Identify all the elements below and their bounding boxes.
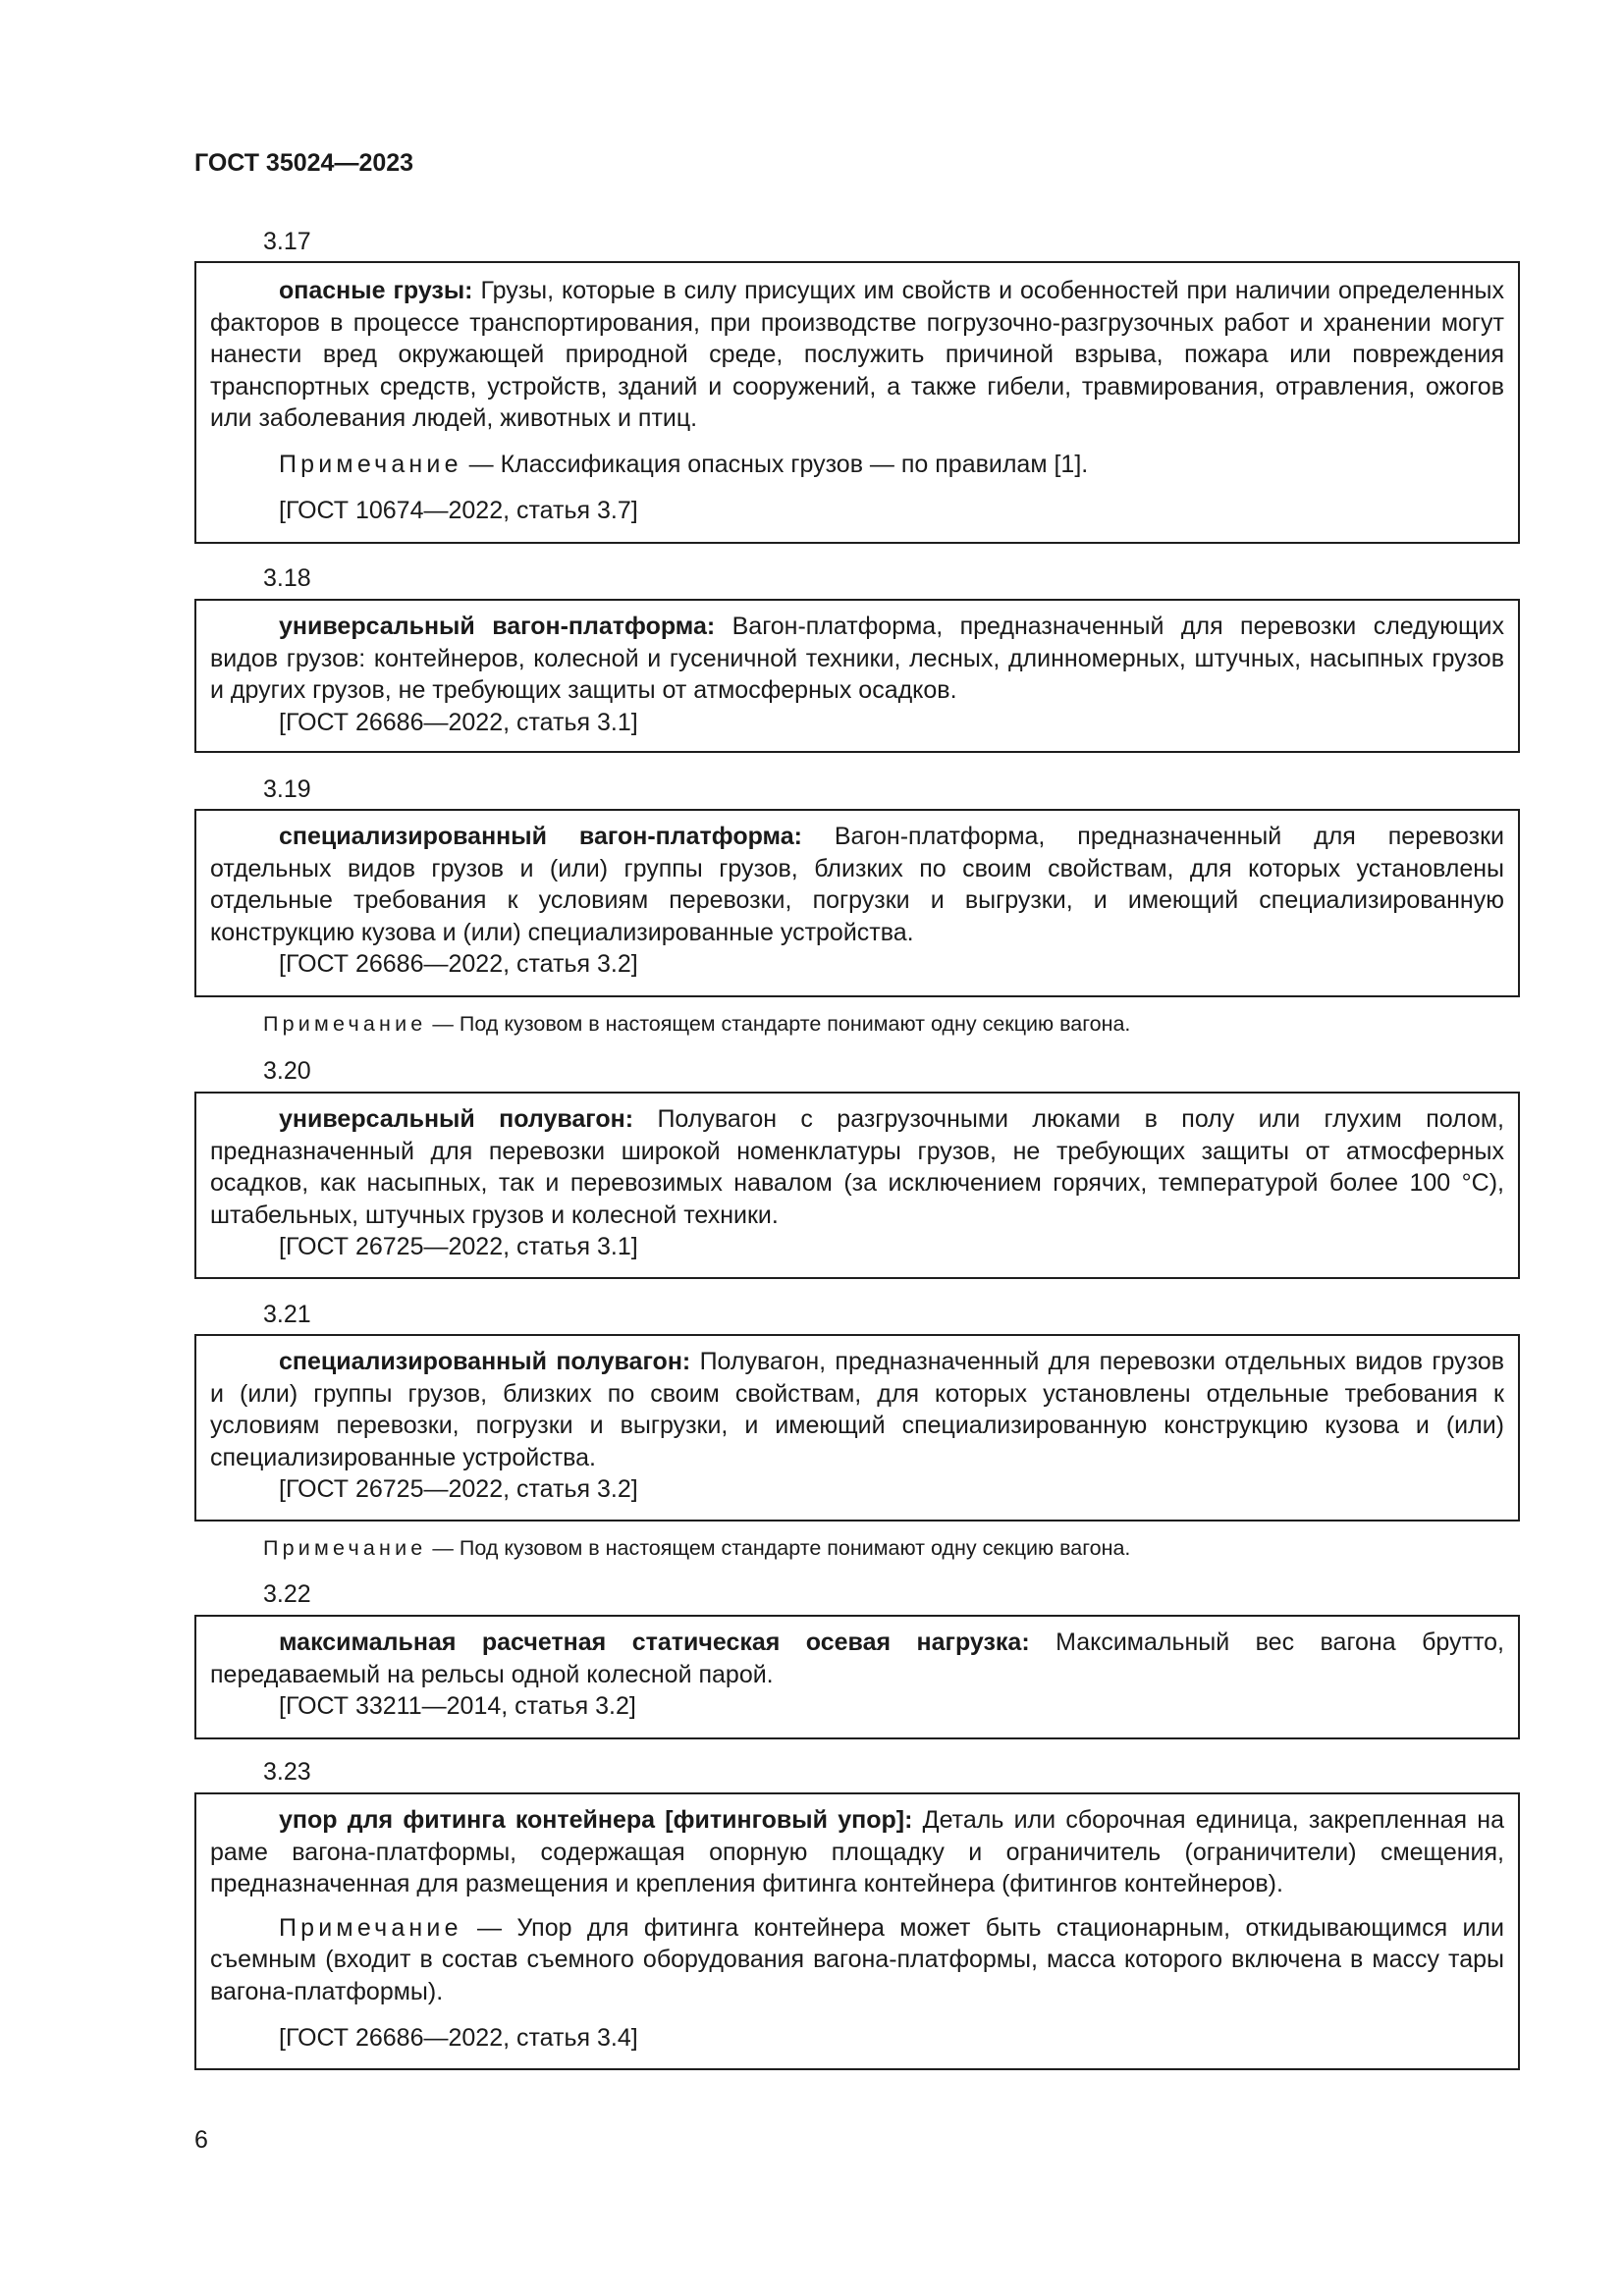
term-number: 3.17: [263, 228, 311, 255]
page-number: 6: [194, 2126, 208, 2154]
term-definition: Вагон-платформа, предназначенный для перевозки следующих видов грузов: контейнеров, колесной и гусеничной техники, лесных, длинномерных, штучных, насыпных грузов и других грузов, не требующих защиты от атмосферных осадков.: [210, 613, 1505, 705]
term-definition-box: [194, 1615, 1520, 1739]
term-definition-box: [194, 1792, 1520, 2070]
term-name: упор для фитинга контейнера [фитинговый упор]:: [279, 1806, 913, 1834]
source-reference: [ГОСТ 26686—2022, статья 3.4]: [279, 2023, 638, 2052]
note-text: — Под кузовом в настоящем стандарте понимают одну секцию вагона.: [426, 1012, 1131, 1036]
term-name: универсальный вагон-платформа:: [279, 613, 716, 640]
document-header: ГОСТ 35024—2023: [194, 149, 414, 177]
note-text: — Под кузовом в настоящем стандарте понимают одну секцию вагона.: [426, 1536, 1131, 1560]
note-text: — Упор для фитинга контейнера может быть стационарным, откидывающимся или съемным (входит в состав съемного оборудования вагона-платформы, масса которого включена в массу тары вагона-платформы).: [210, 1913, 1504, 2005]
note-label: Примечание: [279, 1913, 462, 1942]
term-name: максимальная расчетная статическая осевая нагрузка:: [279, 1629, 1030, 1656]
note-text: — Классификация опасных грузов — по правилам [1].: [461, 450, 1089, 478]
note-label: Примечание: [263, 1536, 427, 1560]
term-name: универсальный полувагон:: [279, 1105, 634, 1133]
term-definition: Максимальный вес вагона брутто, передаваемый на рельсы одной колесной парой.: [210, 1629, 1504, 1688]
term-number: 3.20: [263, 1057, 311, 1085]
source-reference: [ГОСТ 26725—2022, статья 3.1]: [279, 1233, 638, 1261]
source-reference: [ГОСТ 26686—2022, статья 3.2]: [279, 950, 638, 979]
definition-text: [210, 1804, 1504, 1900]
source-reference: [ГОСТ 26725—2022, статья 3.2]: [279, 1475, 638, 1504]
term-definition-box: [194, 1092, 1520, 1279]
term-definition: Деталь или сборочная единица, закрепленная на раме вагона-платформы, содержащая опорную площадку и ограничитель (ограничители) смещения, предназначенная для размещения и крепления фитинга контейнера (фитингов контейнеров).: [210, 1806, 1505, 1898]
term-definition: Грузы, которые в силу присущих им свойств и особенностей при наличии определенных факторов в процессе транспортирования, при производстве погрузочно-разгрузочных работ и хранении могут нанести вред окружающей природной среде, послужить причиной взрыва, пожара или повреждения транспортных средств, устройств, зданий и сооружений, а также гибели, травмирования, отравления, ожогов или заболевания людей, животных и птиц.: [210, 277, 1504, 433]
term-definition-box: [194, 261, 1520, 544]
term-definition: Полувагон с разгрузочными люками в полу или глухим полом, предназначенный для перевозки широкой номенклатуры грузов, не требующих защиты от атмосферных осадков, как насыпных, так и перевозимых навалом (за исключением горячих, температурой более 100 °С), штабельных, штучных грузов и колесной техники.: [210, 1105, 1505, 1229]
term-name: специализированный полувагон:: [279, 1348, 691, 1375]
term-definition-box: [194, 809, 1520, 997]
definition-text: [210, 1346, 1504, 1473]
term-definition: Полувагон, предназначенный для перевозки отдельных видов грузов и (или) группы грузов, близких по своим свойствам, для которых установлены отдельные требования к условиям перевозки, погрузки и выгрузки, и имеющий специализированную конструкцию кузова и (или) специализированные устройства.: [210, 1348, 1505, 1471]
term-number: 3.21: [263, 1301, 311, 1328]
note-label: Примечание: [263, 1012, 427, 1036]
definition-text: [210, 821, 1504, 948]
definition-text: [210, 275, 1504, 435]
term-definition-box: [194, 599, 1520, 753]
source-reference: [ГОСТ 33211—2014, статья 3.2]: [279, 1692, 636, 1721]
source-reference: [ГОСТ 26686—2022, статья 3.1]: [279, 708, 638, 736]
term-name: специализированный вагон-платформа:: [279, 823, 802, 850]
note: [263, 1534, 1441, 1562]
definition-text: [210, 611, 1504, 707]
term-number: 3.23: [263, 1758, 311, 1786]
term-definition-box: [194, 1334, 1520, 1522]
source-reference: [ГОСТ 10674—2022, статья 3.7]: [279, 496, 638, 524]
definition-text: [210, 1627, 1504, 1690]
definition-text: [210, 1103, 1504, 1231]
note-label: Примечание: [279, 450, 462, 478]
term-number: 3.18: [263, 564, 311, 592]
note: [263, 1010, 1441, 1038]
note: [210, 1912, 1504, 2008]
note: [210, 449, 1504, 481]
term-definition: Вагон-платформа, предназначенный для перевозки отдельных видов грузов и (или) группы грузов, близких по своим свойствам, для которых установлены отдельные требования к условиям перевозки, погрузки и выгрузки, и имеющий специализированную конструкцию кузова и (или) специализированные устройства.: [210, 823, 1504, 946]
term-number: 3.22: [263, 1580, 311, 1608]
term-number: 3.19: [263, 775, 311, 803]
term-name: опасные грузы:: [279, 277, 473, 304]
